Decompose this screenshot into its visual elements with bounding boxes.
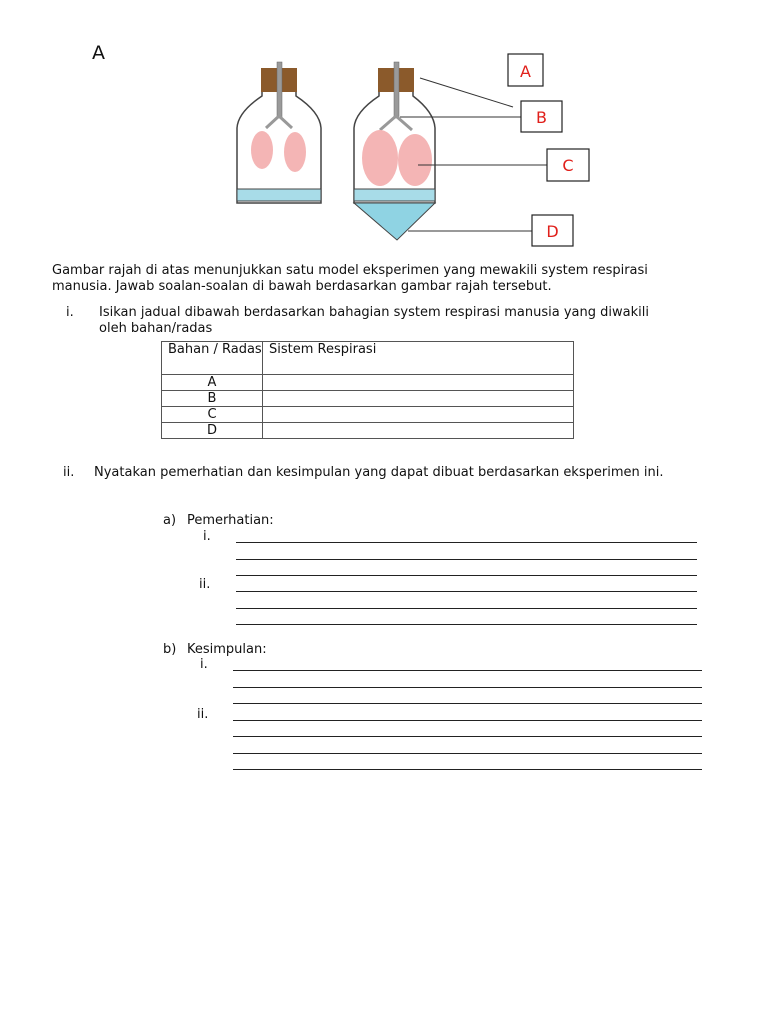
- answer-line[interactable]: [233, 769, 702, 770]
- table-cell-label: B: [162, 391, 263, 407]
- part-b-label: b): [163, 642, 177, 657]
- table-cell-answer[interactable]: [263, 391, 574, 407]
- part-a-item-1-number: i.: [203, 529, 211, 544]
- table-cell-answer[interactable]: [263, 423, 574, 439]
- table-row: [162, 407, 574, 423]
- part-a-title: Pemerhatian:: [187, 513, 274, 528]
- part-a-item-2-number: ii.: [199, 577, 211, 592]
- table-cell-label: C: [162, 407, 263, 423]
- lung-left-b: [284, 132, 306, 172]
- answer-line[interactable]: [233, 670, 702, 671]
- answer-line[interactable]: [233, 687, 702, 688]
- answer-line[interactable]: [236, 559, 697, 560]
- table-header-row: [162, 342, 574, 375]
- answer-table: [161, 341, 574, 439]
- lung-right-b: [398, 134, 432, 186]
- answer-line[interactable]: [236, 608, 697, 609]
- answer-line[interactable]: [233, 736, 702, 737]
- table-row: [162, 375, 574, 391]
- table-cell-answer[interactable]: [263, 407, 574, 423]
- question-1-number: i.: [66, 305, 74, 320]
- label-box-d: [532, 215, 573, 246]
- answer-line[interactable]: [233, 703, 702, 704]
- label-c-text: C: [562, 156, 574, 175]
- label-d-text: D: [546, 222, 559, 241]
- label-box-c: [547, 149, 589, 181]
- table-cell-label: D: [162, 423, 263, 439]
- jar-right: [354, 62, 435, 240]
- question-2-text: Nyatakan pemerhatian dan kesimpulan yang dapat dibuat berdasarkan eksperimen ini.: [94, 465, 664, 480]
- label-a-text: A: [520, 62, 531, 81]
- water-left: [237, 189, 321, 201]
- lung-left-a: [251, 131, 273, 169]
- intro-paragraph: Gambar rajah di atas menunjukkan satu model eksperimen yang mewakili system respirasi manusia. Jawab soalan-soalan di bawah berdasarkan gambar rajah tersebut.: [52, 263, 648, 294]
- leader-line-a: [420, 78, 513, 107]
- water-right: [354, 189, 435, 201]
- label-b-text: B: [536, 108, 547, 127]
- answer-line[interactable]: [233, 753, 702, 754]
- corner-label: A: [92, 42, 105, 64]
- answer-line[interactable]: [236, 542, 697, 543]
- part-b-title: Kesimpulan:: [187, 642, 267, 657]
- table-row: [162, 391, 574, 407]
- answer-line[interactable]: [236, 591, 697, 592]
- part-b-item-2-number: ii.: [197, 707, 209, 722]
- label-box-a: [508, 54, 543, 86]
- part-b-item-1-number: i.: [200, 657, 208, 672]
- label-box-b: [521, 101, 562, 132]
- answer-line[interactable]: [236, 575, 697, 576]
- question-1-text: Isikan jadual dibawah berdasarkan bahagian system respirasi manusia yang diwakili oleh bahan/radas: [99, 305, 649, 336]
- jar-left: [237, 62, 321, 203]
- table-header-bahan: Bahan / Radas: [162, 342, 263, 375]
- part-a-label: a): [163, 513, 177, 528]
- table-row: [162, 423, 574, 439]
- table-cell-answer[interactable]: [263, 375, 574, 391]
- table-header-sistem: Sistem Respirasi: [263, 342, 574, 375]
- answer-line[interactable]: [233, 720, 702, 721]
- table-cell-label: A: [162, 375, 263, 391]
- answer-line[interactable]: [236, 624, 697, 625]
- bell-jar-lung-model-diagram: [0, 0, 768, 260]
- rubber-sheet: [354, 203, 435, 240]
- question-2-number: ii.: [63, 465, 75, 480]
- lung-right-a: [362, 130, 398, 186]
